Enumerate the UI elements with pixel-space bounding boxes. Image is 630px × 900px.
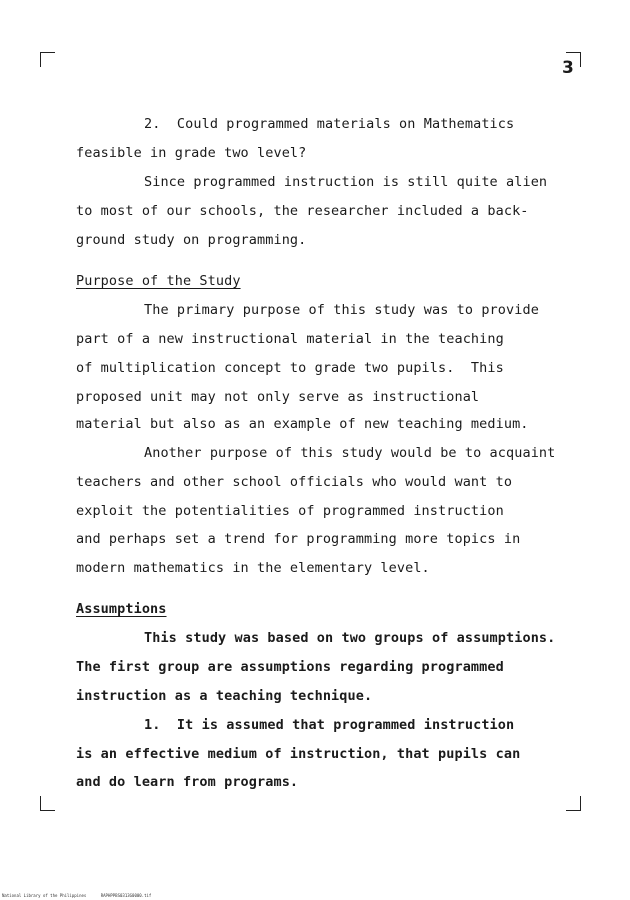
text-line: Since programmed instruction is still quite alien [144,174,548,190]
text-line: ground study on programming. [76,232,307,248]
text-line: exploit the potentialities of programmed instruction [76,503,504,519]
page-number: 3 [562,58,574,78]
text-line: instruction as a teaching technique. [76,688,373,704]
text-line: The primary purpose of this study was to provide [144,302,539,318]
section-heading-assumptions: Assumptions [76,601,167,617]
text-line: The first group are assumptions regarding programmed [76,659,504,675]
section-heading-purpose: Purpose of the Study [76,273,241,289]
text-line: to most of our schools, the researcher included a back- [76,203,529,219]
text-line: is an effective medium of instruction, that pupils can [76,746,521,762]
crop-mark-bottom-left [40,796,55,811]
text-line: teachers and other school officials who would want to [76,474,513,490]
text-line: material but also as an example of new teaching medium. [76,416,529,432]
text-line: part of a new instructional material in the teaching [76,331,504,347]
text-line: feasible in grade two level? [76,145,307,161]
text-line: 1. It is assumed that programmed instruction [144,717,515,733]
text-line: and perhaps set a trend for programming more topics in [76,531,521,547]
text-line: modern mathematics in the elementary level. [76,560,430,576]
crop-mark-top-left [40,52,55,67]
text-line: of multiplication concept to grade two pupils. This [76,360,504,376]
crop-mark-bottom-right [566,796,581,811]
text-line: This study was based on two groups of assumptions. [144,630,556,646]
text-line: 2. Could programmed materials on Mathematics [144,116,515,132]
scan-footer: National Library of the Philippines RAPHPPBS0313G0000.tif [2,893,152,898]
text-line: Another purpose of this study would be to acquaint [144,445,556,461]
text-line: proposed unit may not only serve as instructional [76,389,480,405]
text-line: and do learn from programs. [76,774,299,790]
